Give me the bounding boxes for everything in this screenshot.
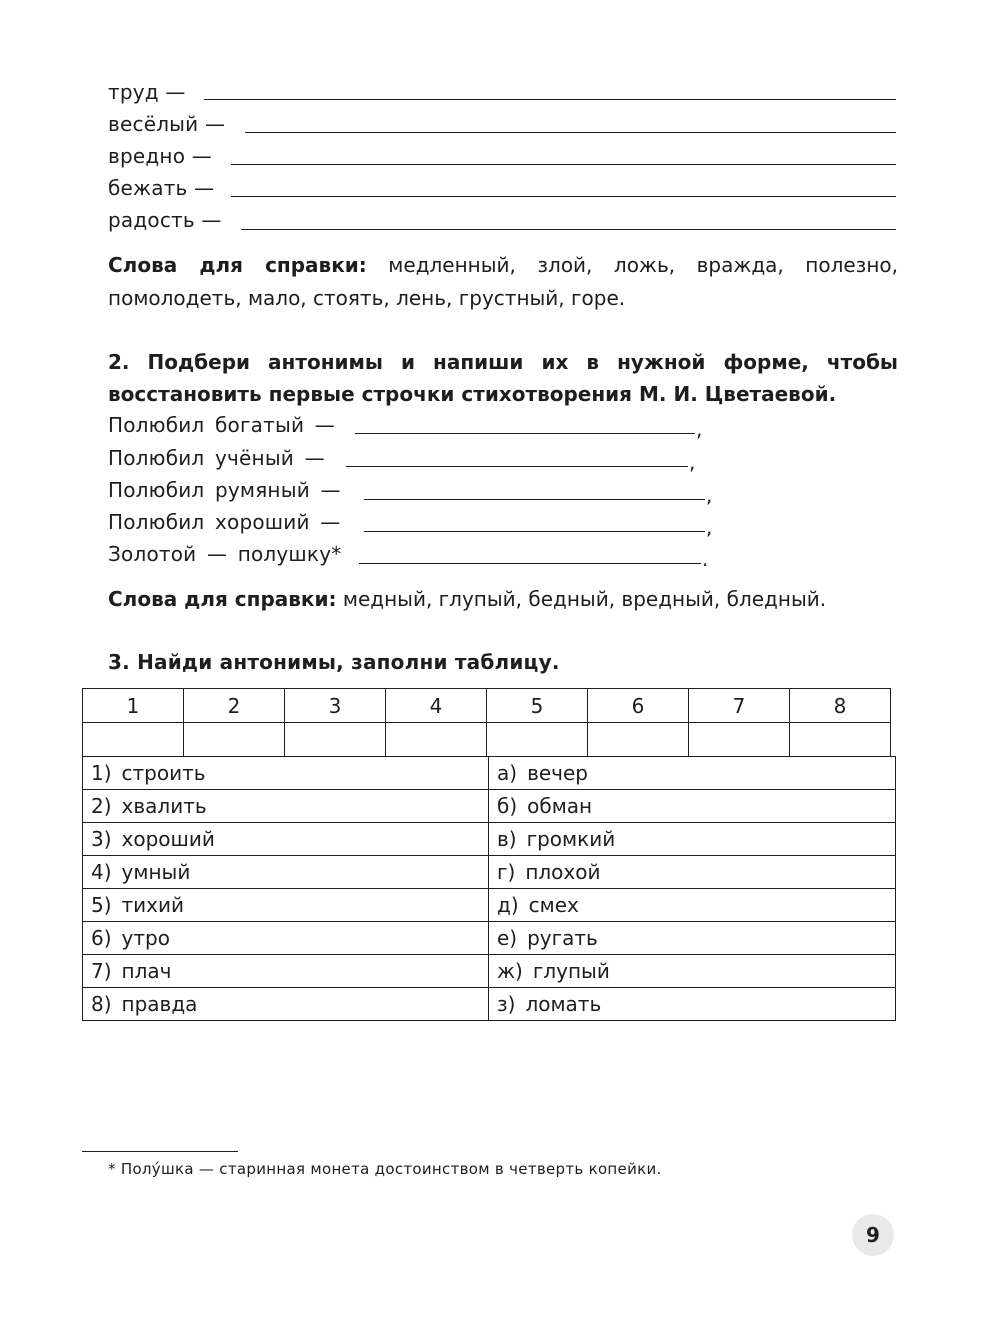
item-word: смех	[528, 893, 579, 917]
task1-row-1	[108, 82, 186, 102]
task2-word: румяный	[214, 478, 310, 502]
answer-input-cell[interactable]	[83, 723, 184, 757]
task1-answer-line-2[interactable]	[245, 132, 896, 133]
table-row	[83, 856, 896, 889]
task2-answer-line-2[interactable]	[346, 466, 688, 467]
left-word-cell	[83, 922, 489, 955]
answer-header-cell: 8	[790, 689, 891, 723]
task1-word: труд	[108, 80, 159, 104]
item-word: вечер	[527, 761, 588, 785]
task1-dash: —	[191, 144, 212, 168]
answer-input-cell[interactable]	[285, 723, 386, 757]
task2-end-punct: .	[702, 547, 709, 571]
item-number: 6)	[91, 926, 112, 950]
task2-dash: —	[314, 413, 335, 437]
task2-word: Полюбил	[108, 510, 205, 534]
task2-word: богатый	[214, 413, 305, 437]
table-row	[83, 889, 896, 922]
answer-input-row	[83, 723, 891, 757]
answer-header-cell: 2	[184, 689, 285, 723]
item-number: 5)	[91, 893, 112, 917]
item-word: умный	[121, 860, 191, 884]
task2-answer-line-5[interactable]	[359, 563, 701, 564]
answer-header-cell: 1	[83, 689, 184, 723]
task2-hint-label: Слова для справки:	[108, 587, 337, 611]
table-row	[83, 988, 896, 1021]
task1-dash: —	[204, 112, 226, 136]
task1-answer-line-5[interactable]	[241, 229, 896, 230]
task1-hint	[108, 249, 898, 315]
item-letter: г)	[497, 860, 516, 884]
task2-word: Полюбил	[108, 446, 205, 470]
item-letter: е)	[497, 926, 518, 950]
task2-dash: —	[206, 542, 228, 566]
task2-dash: —	[320, 510, 341, 534]
task2-hint	[108, 583, 898, 616]
right-word-cell	[489, 922, 896, 955]
right-word-cell	[489, 988, 896, 1021]
item-word: хороший	[121, 827, 215, 851]
item-letter: в)	[497, 827, 517, 851]
answer-input-cell[interactable]	[386, 723, 487, 757]
item-word: утро	[121, 926, 170, 950]
item-number: 3)	[91, 827, 112, 851]
right-word-cell	[489, 823, 896, 856]
task1-hint-label: Слова для справки:	[108, 253, 367, 277]
task2-word: хороший	[214, 510, 310, 534]
table-row	[83, 790, 896, 823]
task2-hint-text: медный, глупый, бедный, вредный, бледный.	[336, 587, 827, 611]
task2-row-2	[108, 448, 325, 468]
answer-header-cell: 6	[588, 689, 689, 723]
footnote: * Полу́шка — старинная монета достоинством в четверть копейки.	[108, 1160, 662, 1178]
item-word: громкий	[526, 827, 616, 851]
task1-answer-line-1[interactable]	[204, 99, 896, 100]
task2-word: Полюбил	[108, 413, 205, 437]
item-number: 1)	[91, 761, 112, 785]
left-word-cell	[83, 889, 489, 922]
task2-word: учёный	[214, 446, 295, 470]
table-row	[83, 757, 896, 790]
item-word: обман	[527, 794, 593, 818]
left-word-cell	[83, 955, 489, 988]
task2-word: полушку*	[237, 542, 342, 566]
task2-end-punct: ,	[706, 515, 713, 539]
task2-word: Золотой	[108, 542, 197, 566]
task2-row-4	[108, 512, 340, 532]
task1-word: радость	[108, 208, 195, 232]
task2-answer-line-4[interactable]	[364, 531, 705, 532]
left-word-cell	[83, 823, 489, 856]
task1-word: весёлый	[108, 112, 199, 136]
task2-row-3	[108, 480, 341, 500]
item-letter: а)	[497, 761, 518, 785]
left-word-cell	[83, 988, 489, 1021]
task1-word: бежать	[108, 176, 188, 200]
item-number: 7)	[91, 959, 112, 983]
task2-row-5	[108, 544, 341, 564]
right-word-cell	[489, 757, 896, 790]
table-row	[83, 955, 896, 988]
answer-header-cell: 7	[689, 689, 790, 723]
task1-row-5	[108, 210, 222, 230]
task1-row-3	[108, 146, 212, 166]
answer-input-cell[interactable]	[487, 723, 588, 757]
item-number: 4)	[91, 860, 112, 884]
table-row	[83, 922, 896, 955]
answer-header-cell: 3	[285, 689, 386, 723]
answer-table	[82, 688, 891, 757]
word-pairs-table	[82, 756, 896, 1021]
item-letter: б)	[497, 794, 518, 818]
task1-row-4	[108, 178, 214, 198]
item-word: тихий	[121, 893, 185, 917]
task1-row-2	[108, 114, 225, 134]
task2-dash: —	[320, 478, 341, 502]
answer-header-row	[83, 689, 891, 723]
item-letter: з)	[497, 992, 516, 1016]
item-word: правда	[121, 992, 198, 1016]
item-word: строить	[121, 761, 206, 785]
answer-header-cell: 5	[487, 689, 588, 723]
item-number: 2)	[91, 794, 112, 818]
task1-answer-line-4[interactable]	[231, 196, 896, 197]
answer-input-cell[interactable]	[184, 723, 285, 757]
item-number: 8)	[91, 992, 112, 1016]
task2-answer-line-3[interactable]	[364, 499, 705, 500]
item-word: плохой	[525, 860, 601, 884]
item-letter: ж)	[497, 959, 523, 983]
task1-word: вредно	[108, 144, 186, 168]
task1-answer-line-3[interactable]	[231, 164, 896, 165]
answer-input-cell[interactable]	[689, 723, 790, 757]
left-word-cell	[83, 856, 489, 889]
task1-dash: —	[165, 80, 186, 104]
right-word-cell	[489, 790, 896, 823]
page-number: 9	[852, 1214, 894, 1256]
task2-word: Полюбил	[108, 478, 205, 502]
item-word: ругать	[527, 926, 598, 950]
task1-hint-text: медленный, злой, ложь, вражда, полезно, помолодеть, мало, стоять, лень, грустный, горе.	[108, 253, 898, 310]
footnote-divider	[82, 1151, 238, 1152]
task2-end-punct: ,	[696, 417, 703, 441]
task2-heading: 2. Подбери антонимы и напиши их в нужной форме, чтобы восстановить первые строчки стихотворения М. И. Цветаевой.	[108, 350, 898, 406]
right-word-cell	[489, 955, 896, 988]
task2-answer-line-1[interactable]	[355, 433, 695, 434]
task1-dash: —	[201, 208, 222, 232]
task2-dash: —	[304, 446, 325, 470]
task2-end-punct: ,	[706, 483, 713, 507]
item-word: плач	[121, 959, 172, 983]
right-word-cell	[489, 889, 896, 922]
task1-dash: —	[194, 176, 215, 200]
left-word-cell	[83, 790, 489, 823]
item-word: хвалить	[121, 794, 207, 818]
answer-input-cell[interactable]	[588, 723, 689, 757]
task3-heading: 3. Найди антонимы, заполни таблицу.	[108, 650, 560, 674]
item-word: ломать	[525, 992, 602, 1016]
right-word-cell	[489, 856, 896, 889]
table-row	[83, 823, 896, 856]
answer-header-cell: 4	[386, 689, 487, 723]
task2-row-1	[108, 415, 335, 435]
answer-input-cell[interactable]	[790, 723, 891, 757]
item-word: глупый	[532, 959, 610, 983]
item-letter: д)	[497, 893, 519, 917]
left-word-cell	[83, 757, 489, 790]
task2-end-punct: ,	[689, 450, 696, 474]
